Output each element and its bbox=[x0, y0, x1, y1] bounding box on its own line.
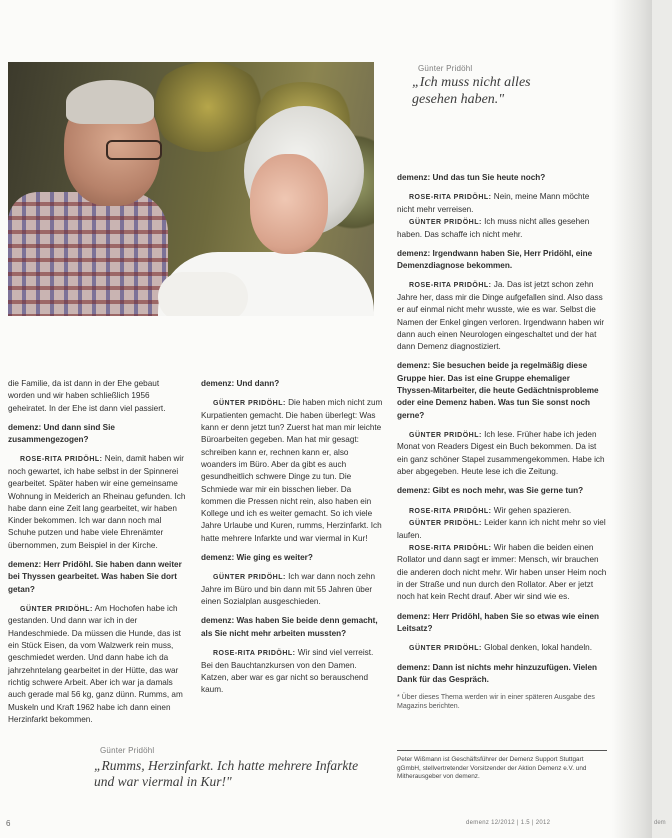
question: demenz: Wie ging es weiter? bbox=[201, 553, 313, 563]
author-bio: Peter Wißmann ist Geschäftsführer der Demenz Support Stuttgart gGmbH, stellvertretender Vorsitzender der Aktion Demenz e.V. und Mitherausgeber von demenz. bbox=[397, 756, 587, 781]
question: demenz: Und dann? bbox=[201, 379, 280, 388]
question: demenz: Herr Pridöhl, haben Sie so etwas wie einen Leitsatz? bbox=[397, 611, 600, 633]
bottom-quote-attribution: Günter Pridöhl bbox=[100, 746, 155, 755]
bio-divider bbox=[397, 750, 607, 751]
paragraph: die Familie, da ist dann in der Ehe gebaut worden und wir haben schließlich 1956 geheiratet. In der Ehe ist dann viel passiert. bbox=[8, 379, 166, 413]
question: demenz: Und das tun Sie heute noch? bbox=[397, 173, 546, 182]
answer: GÜNTER PRIDÖHL: Ich lese. Früher habe ich jeden Monat von Readers Digest ein Buch bekommen. Da ist ein ganz schöner Stapel zusammengekommen. Habe ich aber abgegeben. Heute lese ich die Zeitung. bbox=[397, 429, 605, 477]
next-page-folio: dem bbox=[654, 820, 666, 826]
top-quote-attribution: Günter Pridöhl bbox=[418, 64, 473, 73]
question: demenz: Sie besuchen beide ja regelmäßig diese Gruppe hier. Das ist eine Gruppe ehemaliger Thyssen-Mitarbeiter, die heute Gedächtnisprobleme oder eine Demenz haben. Was tun Sie sonst noch gerne? bbox=[397, 361, 599, 420]
answer: GÜNTER PRIDÖHL: Global denken, lokal handeln. bbox=[409, 643, 593, 653]
answer: GÜNTER PRIDÖHL: Ich muss nicht alles gesehen haben. Das schaffe ich nicht mehr. bbox=[397, 217, 590, 239]
couple-photo bbox=[8, 62, 374, 316]
folio-line: demenz 12/2012 | 1.5 | 2012 bbox=[466, 820, 551, 826]
answer: GÜNTER PRIDÖHL: Ich war dann noch zehn Jahre im Büro und bin dann mit 55 Jahren über einen Sozialplan ausgeschieden. bbox=[201, 572, 376, 607]
closing-thanks: demenz: Dann ist nichts mehr hinzuzufügen. Vielen Dank für das Gespräch. bbox=[397, 662, 598, 685]
answer: ROSE-RITA PRIDÖHL: Wir haben die beiden einen Rollator und dann sagt er immer: Mensch, wir brauchen die anderen doch nicht mehr. Wir haben unser Heim noch in der Straße und nun durch den Rollator. Aber er jetzt noch hat kein Recht drauf. Aber wir sind wie es. bbox=[397, 542, 607, 602]
question: demenz: Gibt es noch mehr, was Sie gerne tun? bbox=[397, 486, 584, 496]
question: demenz: Herr Pridöhl. Sie haben dann weiter bei Thyssen gearbeitet. Was haben Sie dort getan? bbox=[8, 560, 182, 594]
page-gutter-shadow bbox=[612, 0, 652, 838]
adjacent-page-edge bbox=[652, 0, 672, 838]
answer: ROSE-RITA PRIDÖHL: Nein, damit haben wir noch gewartet, ich habe selbst in der Spinnerei gearbeitet. Später haben wir eine gemeinsame Wohnung in Meiderich an Rheinau gefunden. Ich habe dann eine Zeit lang gearbeitet, wir haben Kinder bekommen. Ich war dann noch mal Schuhe putzen und habe viele Ehrenämter übernommen, zum Beispiel in der Kirche. bbox=[8, 454, 186, 550]
article-column-1 bbox=[8, 378, 186, 733]
article-column-3 bbox=[397, 172, 607, 719]
article-column-2 bbox=[201, 378, 383, 703]
question: demenz: Irgendwann haben Sie, Herr Pridöhl, eine Demenzdiagnose bekommen. bbox=[397, 248, 593, 271]
question: demenz: Und dann sind Sie zusammengezogen? bbox=[8, 422, 115, 445]
answer: ROSE-RITA PRIDÖHL: Wir gehen spazieren. bbox=[409, 505, 572, 515]
answer: GÜNTER PRIDÖHL: Am Hochofen habe ich gestanden. Und dann war ich in der Handeschmiede. Da müssen die Hunde, das ist ein Stück Eisen, da vom Walzwerk rein muss, geschmiedet werden. Und dann habe ich da jahrzehntelang gearbeitet in der Hütte, das war richtig schwere Arbeit. Aber ich war ja damals auch gerade mal 56 kg, ganz dünn. Rumms, am Muskeln und Kraft 1962 habe ich dann einen Herzinfarkt bekommen. bbox=[8, 603, 183, 724]
bottom-pull-quote: „Rumms, Herzinfarkt. Ich hatte mehrere Infarkte und war viermal in Kur!" bbox=[94, 758, 359, 790]
answer: GÜNTER PRIDÖHL: Leider kann ich nicht mehr so viel laufen. bbox=[397, 518, 606, 540]
question: demenz: Was haben Sie beide denn gemacht, als Sie nicht mehr arbeiten mussten? bbox=[201, 616, 378, 638]
answer: GÜNTER PRIDÖHL: Die haben mich nicht zum Kurpatienten gemacht. Die haben überlegt: Was kann er denn jetzt tun? Zuerst hat man mir leichte Büroarbeiten gegeben. Man hat mir gesagt: schreiben kann er, rechnen kann er, also woanders im Büro. Aber da gibt es auch gesundheitlich schwere Dinge zu tun. Die Schmiede war mir ein bisschen lieber. Da kommen die Pressen nicht rein, also haben ein Kollege und ich es weiter gemacht. So ich viele Jahre Urlaube und Kuren, rumms, Herzinfarkt. Ich hatte mehrere Infarkte und war viermal in Kur! bbox=[201, 398, 383, 543]
answer: ROSE-RITA PRIDÖHL: Wir sind viel verreist. Bei den Bauchtanzkursen von den Damen. Katzen, aber war es gar nicht so berauschend kaum. bbox=[201, 648, 374, 695]
footnote: * Über dieses Thema werden wir in einer späteren Ausgabe des Magazins berichten. bbox=[397, 694, 595, 711]
top-pull-quote: „Ich muss nicht alles gesehen haben." bbox=[412, 75, 531, 107]
answer: ROSE-RITA PRIDÖHL: Ja. Das ist jetzt schon zehn Jahre her, dass mir die Dinge aufgefallen sind. Also dass er auf einmal nicht mehr wusste, wie es war. Selbst die Namen der Enkel gingen verloren. Irgendwann haben wir dann auch einen Neurologen eingeschaltet und der hat dann Demenz diagnostiziert. bbox=[397, 280, 605, 352]
page-number: 6 bbox=[6, 819, 11, 828]
answer: ROSE-RITA PRIDÖHL: Nein, meine Mann möchte nicht mehr verreisen. bbox=[397, 192, 590, 214]
